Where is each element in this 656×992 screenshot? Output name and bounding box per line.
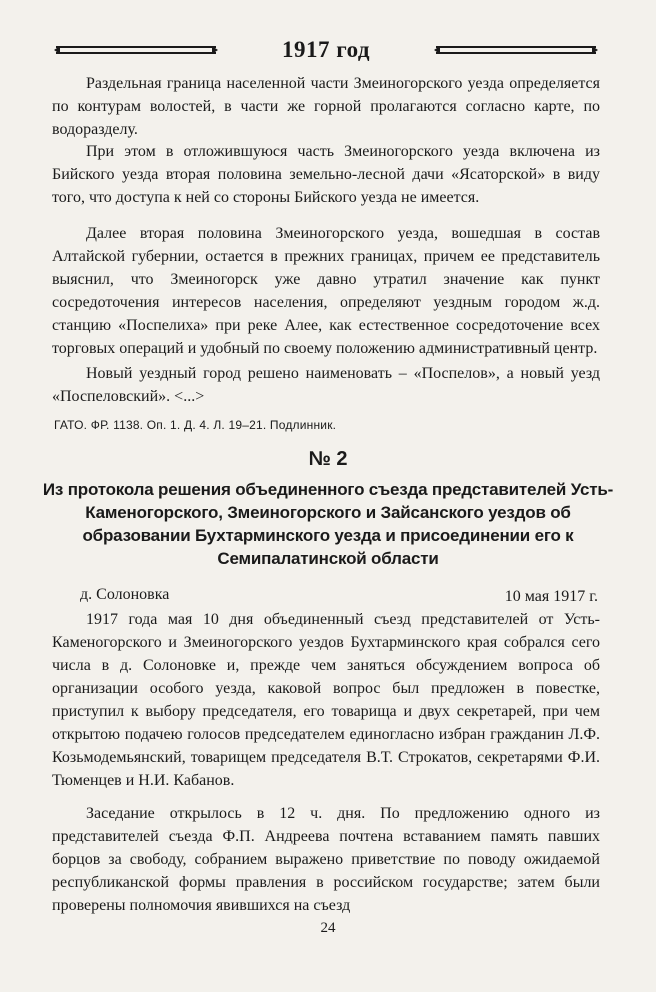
paragraph-yasatorskaya: При этом в отложившуюся часть Змеиногорского уезда включена из Бийского уезда вторая половина земельно-лесной дачи «Ясаторской» в виду того, что доступа к ней со стороны Бийского уезда не имеется. xyxy=(52,143,600,206)
archive-source: ГАТО. ФР. 1138. Оп. 1. Д. 4. Л. 19–21. Подлинник. xyxy=(54,418,337,432)
right-ornament-icon xyxy=(432,43,600,57)
paragraph-session: Заседание открылось в 12 ч. дня. По предложению одного из представителей съезда Ф.П. Андреева почтена вставанием память павших борцов за свободу, собранием выражено приветствие по поводу ожидаемой республиканской формы правления в российском государстве; затем были проверены полномочия явившихся на съезд xyxy=(52,805,600,914)
paragraph-boundary: Раздельная граница населенной части Змеиногорского уезда определяется по контурам волостей, в части же горной пролагаются согласно карте, по водоразделу. xyxy=(52,75,600,138)
running-header xyxy=(52,30,600,70)
document-number: № 2 xyxy=(308,448,348,470)
document-date: 10 мая 1917 г. xyxy=(504,588,598,605)
left-ornament-icon xyxy=(52,43,220,57)
paragraph-pospelikha: Далее вторая половина Змеиногорского уезда, вошедшая в состав Алтайской губернии, остается в прежних границах, причем ее представитель выяснил, что Змеиногорск уже давно утратил значение как пункт сосредоточения интересов населения, определяют уездным городом ж.д. станцию «Поспелиха» при реке Алее, как естественное сосредоточение всех торговых операций и удобный по своему положению административный центр. xyxy=(52,225,600,357)
paragraph-new-name: Новый уездный город решено наименовать – «Поспелов», а новый уезд «Поспеловский». <...> xyxy=(52,365,600,405)
page-number: 24 xyxy=(320,920,336,936)
paragraph-congress: 1917 года мая 10 дня объединенный съезд представителей от Усть-Каменогорского и Змеиногорского уездов Бухтарминского края собрался сего числа в д. Солоновке и, прежде чем заняться обсуждением вопроса об организации особого уезда, каковой вопрос был предложен в повестке, приступил к выбору председателя, его товарища и двух секретарей, при чем открытою подачею голосов председателем единогласно избран гражданин Л.Ф. Козьмодемьянский, товарищем председателя В.Т. Строкатов, секретарями Ф.И. Тюменцев и Н.И. Кабанов. xyxy=(52,611,600,789)
document-title: Из протокола решения объединенного съезда представителей Усть-Каменогорского, Змеиногорского и Зайсанского уездов об образовании Бухтарминского уезда и присоединении его к Семипалатинской области xyxy=(42,480,614,568)
document-place: д. Солоновка xyxy=(80,586,170,603)
header-title: 1917 год xyxy=(281,37,371,62)
